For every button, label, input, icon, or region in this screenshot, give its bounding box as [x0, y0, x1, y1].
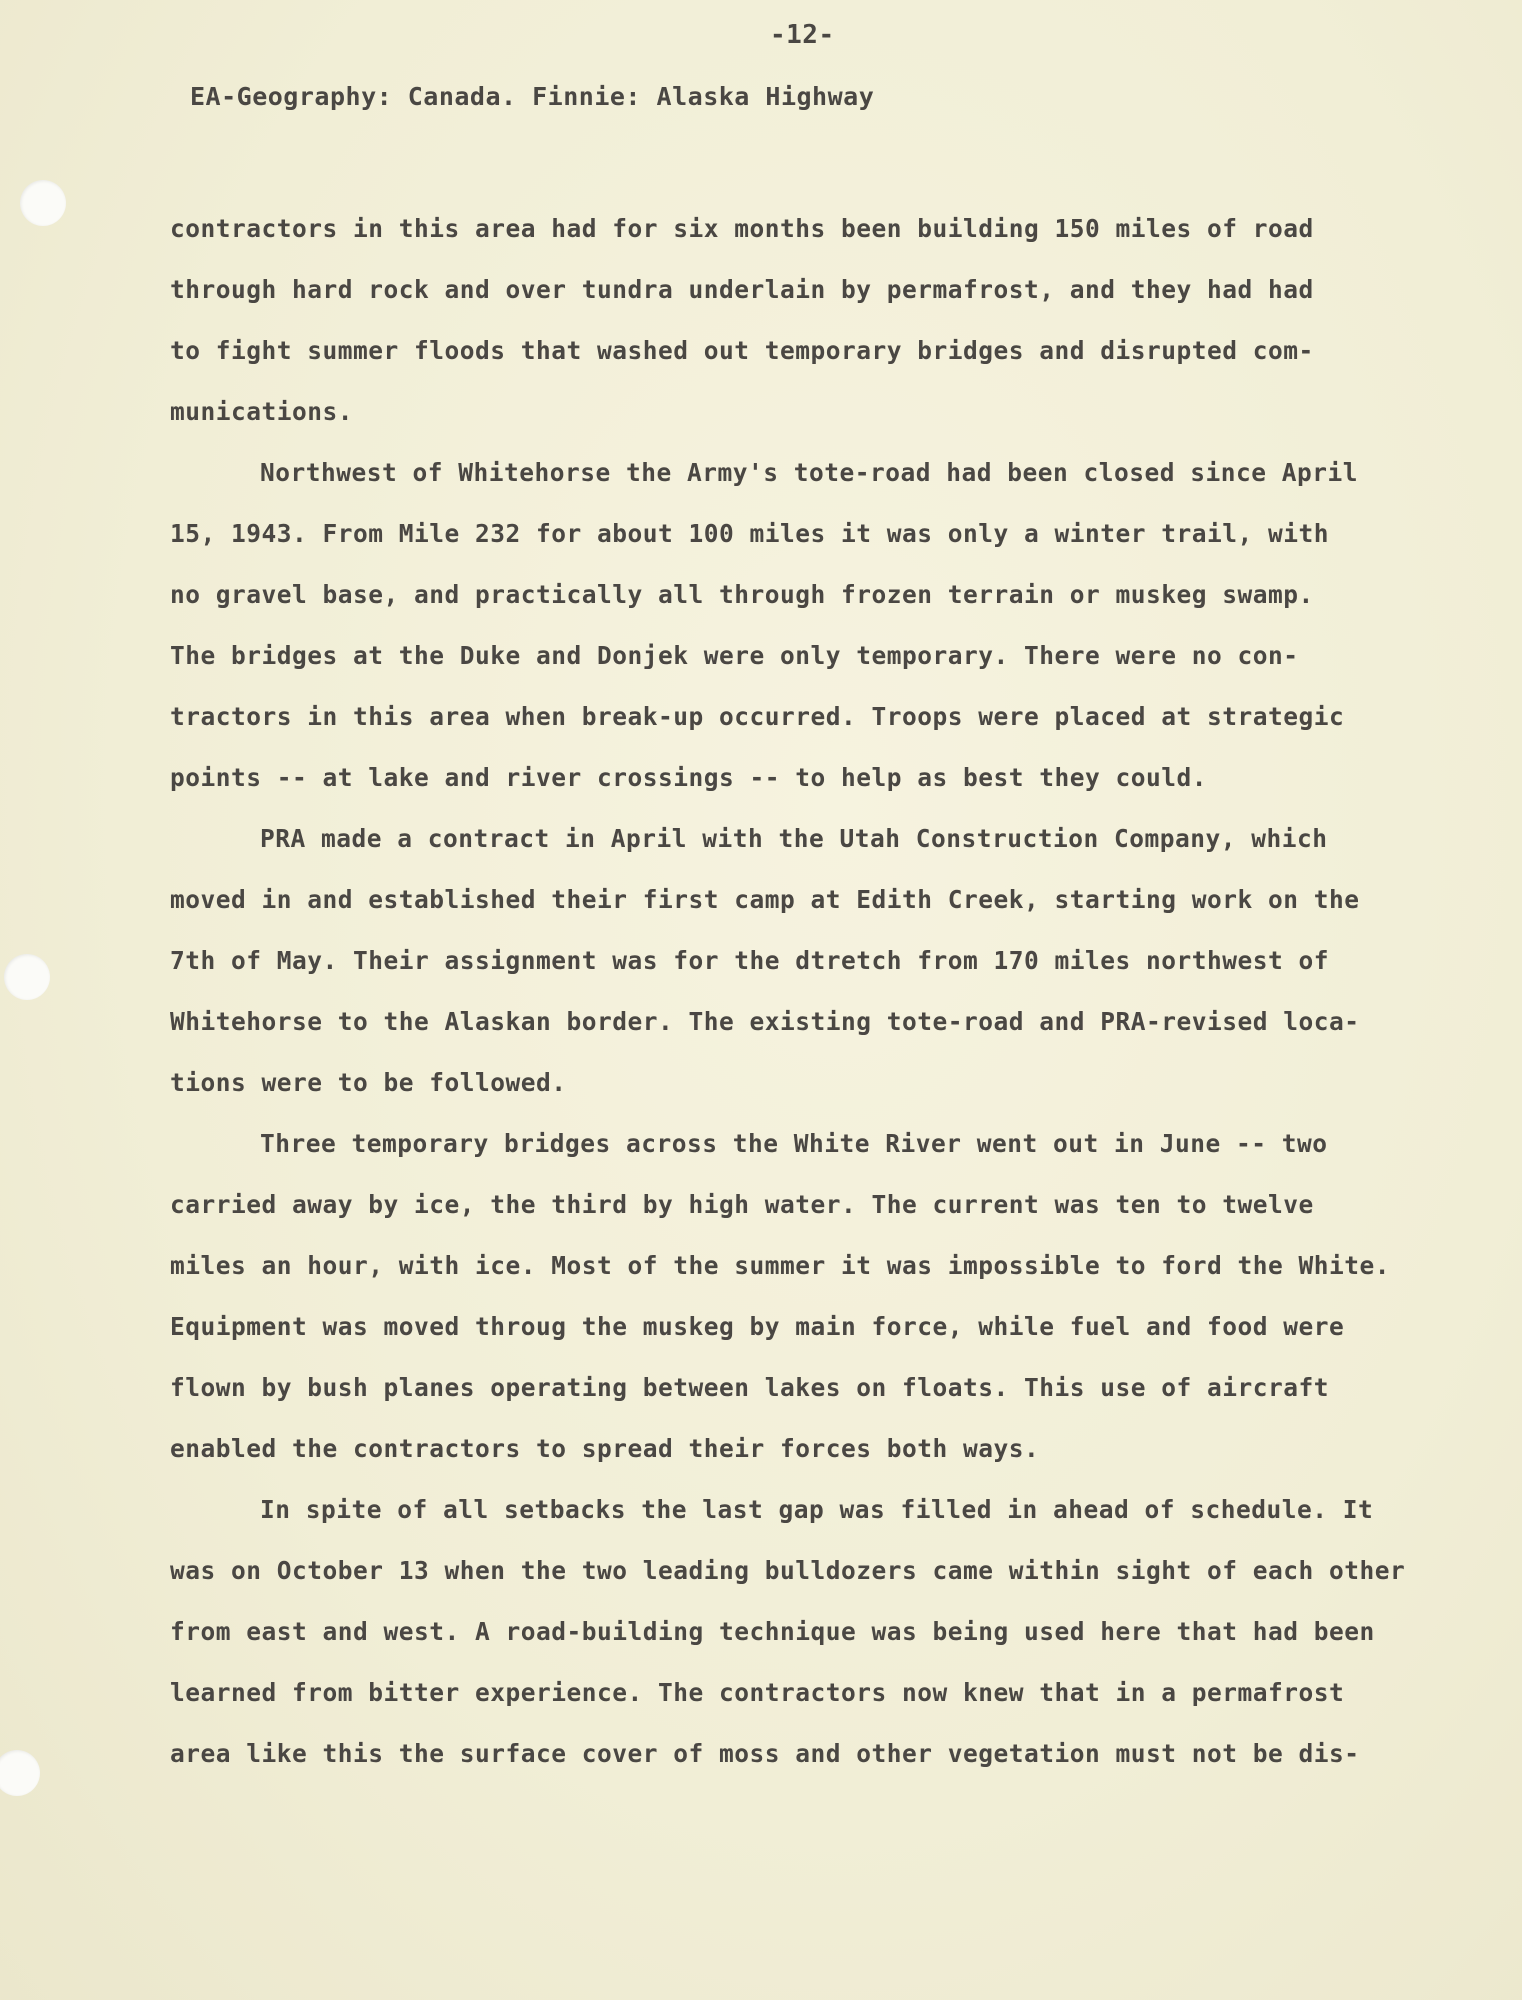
text-line: 7th of May. Their assignment was for the dtretch from 170 miles northwest of: [170, 946, 1330, 975]
text-line: munications.: [170, 397, 354, 426]
text-line: Whitehorse to the Alaskan border. The existing tote-road and PRA-revised loca-: [170, 1007, 1360, 1036]
text-line: In spite of all setbacks the last gap was filled in ahead of schedule. It: [260, 1495, 1374, 1524]
text-line: learned from bitter experience. The contractors now knew that in a permafrost: [170, 1678, 1345, 1707]
punch-hole: [0, 1750, 40, 1796]
text-line: no gravel base, and practically all through frozen terrain or muskeg swamp.: [170, 580, 1314, 609]
text-line: area like this the surface cover of moss and other vegetation must not be dis-: [170, 1739, 1360, 1768]
text-line: miles an hour, with ice. Most of the summer it was impossible to ford the White.: [170, 1251, 1391, 1280]
page-number: -12-: [770, 20, 835, 50]
text-line: through hard rock and over tundra underlain by permafrost, and they had had: [170, 275, 1314, 304]
text-line: carried away by ice, the third by high water. The current was ten to twelve: [170, 1190, 1314, 1219]
punch-hole: [4, 954, 50, 1000]
text-line: PRA made a contract in April with the Utah Construction Company, which: [260, 824, 1328, 853]
text-line: 15, 1943. From Mile 232 for about 100 miles it was only a winter trail, with: [170, 519, 1330, 548]
text-line: Equipment was moved throug the muskeg by main force, while fuel and food were: [170, 1312, 1345, 1341]
text-line: from east and west. A road-building technique was being used here that had been: [170, 1617, 1375, 1646]
text-line: to fight summer floods that washed out temporary bridges and disrupted com-: [170, 336, 1314, 365]
text-line: Northwest of Whitehorse the Army's tote-road had been closed since April: [260, 458, 1359, 487]
text-line: was on October 13 when the two leading bulldozers came within sight of each other: [170, 1556, 1406, 1585]
text-line: enabled the contractors to spread their forces both ways.: [170, 1434, 1040, 1463]
text-line: moved in and established their first camp at Edith Creek, starting work on the: [170, 885, 1360, 914]
text-line: contractors in this area had for six months been building 150 miles of road: [170, 214, 1314, 243]
text-line: The bridges at the Duke and Donjek were only temporary. There were no con-: [170, 641, 1299, 670]
body-text: [170, 198, 1420, 1784]
text-line: flown by bush planes operating between lakes on floats. This use of aircraft: [170, 1373, 1330, 1402]
punch-hole: [20, 180, 66, 226]
document-header: EA-Geography: Canada. Finnie: Alaska Highway: [190, 82, 875, 111]
text-line: tions were to be followed.: [170, 1068, 567, 1097]
text-line: points -- at lake and river crossings -- to help as best they could.: [170, 763, 1208, 792]
text-line: tractors in this area when break-up occurred. Troops were placed at strategic: [170, 702, 1345, 731]
text-line: Three temporary bridges across the White River went out in June -- two: [260, 1129, 1328, 1158]
